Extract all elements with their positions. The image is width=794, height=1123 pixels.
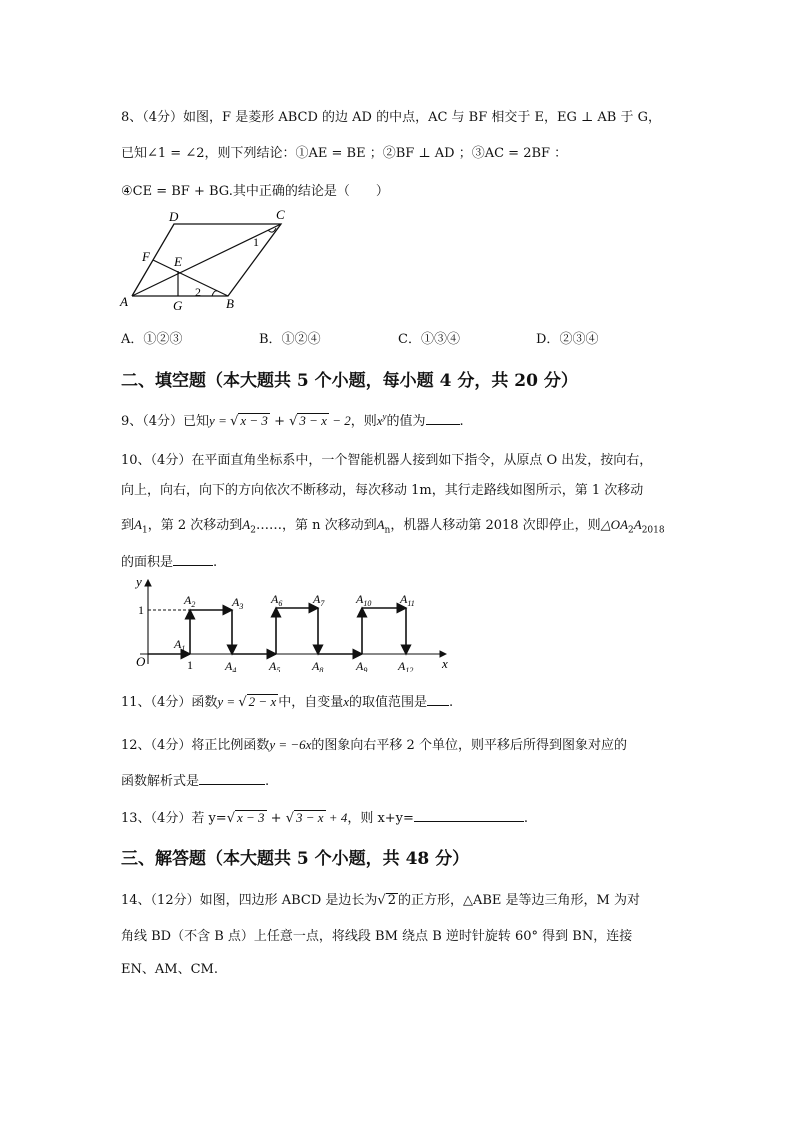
q9-plus: + [269, 414, 290, 429]
q13-end: . [523, 811, 529, 826]
q13-answer-blank[interactable] [414, 809, 524, 822]
q11-suffix: 的取值范围是 [349, 695, 428, 710]
q8-line3: ④CE = BF + BG.其中正确的结论是（ ） [121, 184, 389, 199]
option-a-letter: A． [121, 332, 144, 347]
label-f: F [142, 249, 150, 264]
q12-suffix: 的图象向右平移 2 个单位，则平移后所得到图象对应的 [311, 738, 627, 753]
q10-text-g: ，机器人移动第 2018 次即停止，则 [390, 518, 601, 533]
q10-an-sub: n [384, 525, 391, 536]
q10-triangle-sub1: 2 [628, 525, 634, 536]
q9-suffix: 的值为 [386, 414, 426, 429]
graph-y-label: y [136, 574, 142, 589]
q14-line2: 角线 BD（不含 B 点）上任意一点，将线段 BM 绕点 B 逆时针旋转 60° 得到 BN，连接 [121, 929, 633, 944]
q11-y-eq: y = [217, 694, 239, 709]
q11-line: 11、（4分）函数y = √ 2 − x 中，自变量x的取值范围是 . [121, 694, 454, 710]
option-b-letter: B． [259, 332, 282, 347]
label-a: A [120, 294, 128, 309]
q9-answer-blank[interactable] [426, 412, 460, 425]
angle-2-arc [212, 291, 217, 296]
graph-origin-label: O [136, 654, 146, 669]
q9-tail: − 2 [328, 413, 351, 428]
q14-line3: EN、AM、CM. [121, 962, 218, 977]
q10-answer-blank[interactable] [173, 553, 213, 566]
q9-radicand-2: 3 − x [299, 413, 327, 428]
q10-area-text: 的面积是 [121, 555, 174, 570]
q10-triangle-a: A [633, 517, 642, 532]
label-e: E [174, 254, 182, 269]
q12-line1 [121, 734, 627, 753]
graph-tick-x-1: 1 [187, 658, 193, 672]
label-g: G [173, 298, 183, 313]
q10-a1: A [134, 517, 142, 532]
section-3-title: 三、解答题（本大题共 5 个小题，共 48 分） [121, 849, 470, 869]
q10-text-c: ，第 2 次移动到 [147, 518, 243, 533]
q9-y-eq: y = [209, 413, 231, 428]
option-d-text: ②③④ [559, 332, 599, 347]
option-d-letter: D． [536, 332, 560, 347]
q13-plus: + [266, 811, 286, 826]
label-a9: $A_9$ [356, 659, 368, 672]
q9-prefix: 9、（4分）已知 [121, 414, 210, 429]
q12-answer-blank[interactable] [199, 772, 265, 785]
q10-end: . [213, 555, 218, 570]
q13-suffix: ，则 x+y= [347, 811, 414, 826]
q13-tail: + 4 [325, 810, 348, 825]
label-a12: $A_{12}$ [398, 659, 414, 672]
label-a5: $A_5$ [269, 659, 281, 672]
q12-line2 [121, 770, 269, 789]
option-a-text: ①②③ [143, 332, 183, 347]
q13-radicand-2: 3 − x [296, 810, 324, 825]
q10-an: A [376, 517, 385, 532]
q10-line4 [121, 551, 217, 570]
label-a8: $A_8$ [312, 659, 324, 672]
label-a2: $A_2$ [184, 593, 196, 609]
graph-x-label: x [442, 656, 448, 671]
label-c: C [276, 207, 285, 222]
q10-line3 [121, 514, 665, 536]
q9-radicand-1: x − 3 [240, 413, 268, 428]
label-a11: $A_{11}$ [400, 592, 415, 608]
q8-option-b [259, 328, 321, 347]
q10-a2-sub: 2 [250, 525, 256, 536]
q11-prefix: 11、（4分）函数 [121, 695, 218, 710]
q13-line: 13、（4分）若 y=√ x − 3 + √ 3 − x + 4，则 x+y= . [121, 810, 529, 826]
label-d: D [169, 209, 179, 224]
q10-triangle-sub2: 2018 [641, 525, 665, 536]
q8-option-d [536, 328, 598, 347]
q8-option-c [398, 328, 460, 347]
q14-text-a: 14、（12分）如图，四边形 ABCD 是边长为 [121, 893, 378, 908]
label-angle-1: 1 [253, 235, 259, 249]
q9-mid: ，则 [350, 414, 377, 429]
q11-var: x [343, 694, 350, 709]
q9-end: . [459, 414, 464, 429]
section-2-title: 二、填空题（本大题共 5 个小题，每小题 4 分，共 20 分） [121, 371, 578, 391]
robot-path [148, 608, 406, 654]
q12-func: y = −6x [269, 737, 312, 752]
q10-a1-sub: 1 [141, 525, 148, 536]
q13-prefix: 13、（4分）若 y= [121, 811, 227, 826]
q8-option-a [121, 328, 182, 347]
q9-xy-exp: y [382, 411, 387, 422]
option-b-text: ①②④ [281, 332, 321, 347]
q12-text: 函数解析式是 [121, 774, 200, 789]
robot-path-graph [128, 572, 458, 672]
label-a4: $A_4$ [225, 659, 237, 672]
graph-tick-y-1: 1 [138, 603, 144, 617]
q11-mid: 中，自变量 [278, 695, 344, 710]
label-a6: $A_6$ [271, 592, 283, 608]
rhombus-figure [116, 204, 296, 314]
q12-prefix: 12、（4分）将正比例函数 [121, 738, 270, 753]
q10-line1: 10、（4分）在平面直角坐标系中，一个智能机器人接到如下指令，从原点 O 出发，按向右， [121, 453, 653, 468]
q10-triangle: △OA [600, 517, 629, 532]
label-a3: $A_3$ [232, 595, 244, 611]
q13-radicand-1: x − 3 [236, 810, 265, 825]
q12-end: . [265, 774, 270, 789]
q10-text-e: ……，第 n 次移动到 [255, 518, 377, 533]
q14-line1: 14、（12分）如图，四边形 ABCD 是边长为√ 2 的正方形，△ABE 是等边三角形，M 为对 [121, 893, 640, 908]
q10-a2: A [242, 517, 251, 532]
option-c-letter: C． [398, 332, 421, 347]
q14-text-b: 的正方形，△ABE 是等边三角形，M 为对 [397, 893, 640, 908]
label-a7: $A_7$ [313, 592, 325, 608]
q14-radicand: 2 [387, 893, 396, 908]
q8-line1: 8、（4分）如图，F 是菱形 ABCD 的边 AD 的中点，AC 与 BF 相交于 E，EG ⊥ AB 于 G， [121, 110, 661, 125]
q11-answer-blank[interactable] [427, 693, 449, 706]
q9-xy-base: x [376, 413, 383, 428]
q11-radicand: 2 − x [248, 694, 277, 709]
q8-line2: 已知∠1 = ∠2，则下列结论：①AE = BE ；②BF ⊥ AD ；③AC = 2BF ： [121, 146, 568, 161]
label-b: B [226, 296, 234, 311]
q10-line2: 向上，向右，向下的方向依次不断移动，每次移动 1m，其行走路线如图所示，第 1 次移动 [121, 483, 644, 498]
label-a1: $A_1$ [174, 637, 186, 653]
label-a10: $A_{10}$ [356, 592, 372, 608]
q9-line: 9、（4分）已知y = √ x − 3 + √ 3 − x − 2，则$x^y$的值为 . [121, 411, 464, 429]
q11-end: . [449, 695, 454, 710]
option-c-text: ①③④ [420, 332, 460, 347]
label-angle-2: 2 [195, 285, 201, 299]
q10-text-a: 到 [121, 518, 135, 533]
